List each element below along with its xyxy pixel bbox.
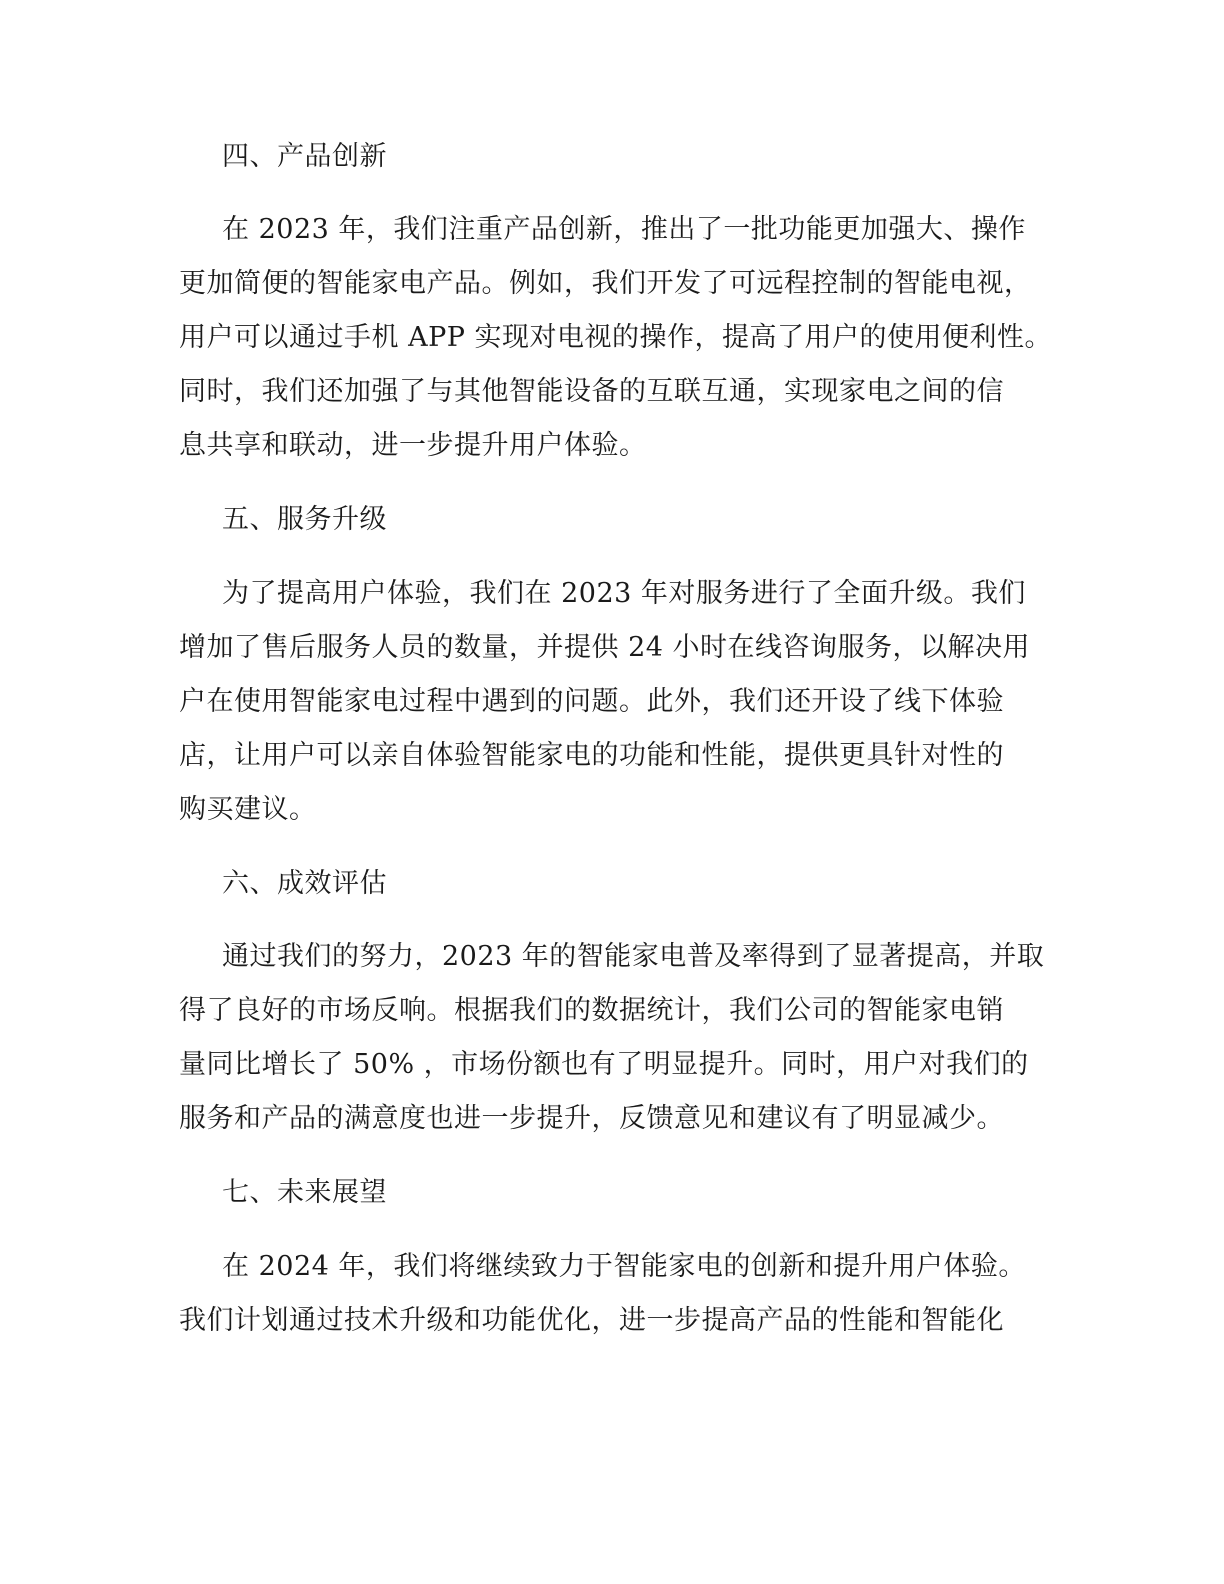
paragraph-line: 户在使用智能家电过程中遇到的问题。此外，我们还开设了线下体验 [179, 686, 1004, 717]
paragraph-line: 购买建议。 [179, 794, 317, 825]
section-heading-results-evaluation: 六、成效评估 [222, 868, 387, 899]
paragraph-line: 息共享和联动，进一步提升用户体验。 [179, 430, 647, 461]
section-heading-service-upgrade: 五、服务升级 [222, 504, 387, 535]
paragraph-line: 通过我们的努力，2023 年的智能家电普及率得到了显著提高，并取 [222, 941, 1045, 972]
paragraph-line: 在 2023 年，我们注重产品创新，推出了一批功能更加强大、操作 [222, 214, 1026, 245]
paragraph-line: 服务和产品的满意度也进一步提升，反馈意见和建议有了明显减少。 [179, 1103, 1004, 1134]
paragraph-line: 为了提高用户体验，我们在 2023 年对服务进行了全面升级。我们 [222, 578, 1026, 609]
paragraph-line: 得了良好的市场反响。根据我们的数据统计，我们公司的智能家电销 [179, 995, 1004, 1026]
paragraph-line: 量同比增长了 50% ，市场份额也有了明显提升。同时，用户对我们的 [179, 1049, 1029, 1080]
paragraph-line: 我们计划通过技术升级和功能优化，进一步提高产品的性能和智能化 [179, 1305, 1004, 1336]
paragraph-line: 同时，我们还加强了与其他智能设备的互联互通，实现家电之间的信 [179, 376, 1004, 407]
paragraph-line: 在 2024 年，我们将继续致力于智能家电的创新和提升用户体验。 [222, 1251, 1026, 1282]
paragraph-line: 增加了售后服务人员的数量，并提供 24 小时在线咨询服务，以解决用 [179, 632, 1031, 663]
section-heading-future-outlook: 七、未来展望 [222, 1177, 387, 1208]
section-heading-product-innovation: 四、产品创新 [222, 141, 387, 172]
paragraph-line: 店，让用户可以亲自体验智能家电的功能和性能，提供更具针对性的 [179, 740, 1004, 771]
paragraph-line: 用户可以通过手机 APP 实现对电视的操作，提高了用户的使用便利性。 [179, 322, 1052, 353]
paragraph-line: 更加简便的智能家电产品。例如，我们开发了可远程控制的智能电视， [179, 268, 1032, 299]
